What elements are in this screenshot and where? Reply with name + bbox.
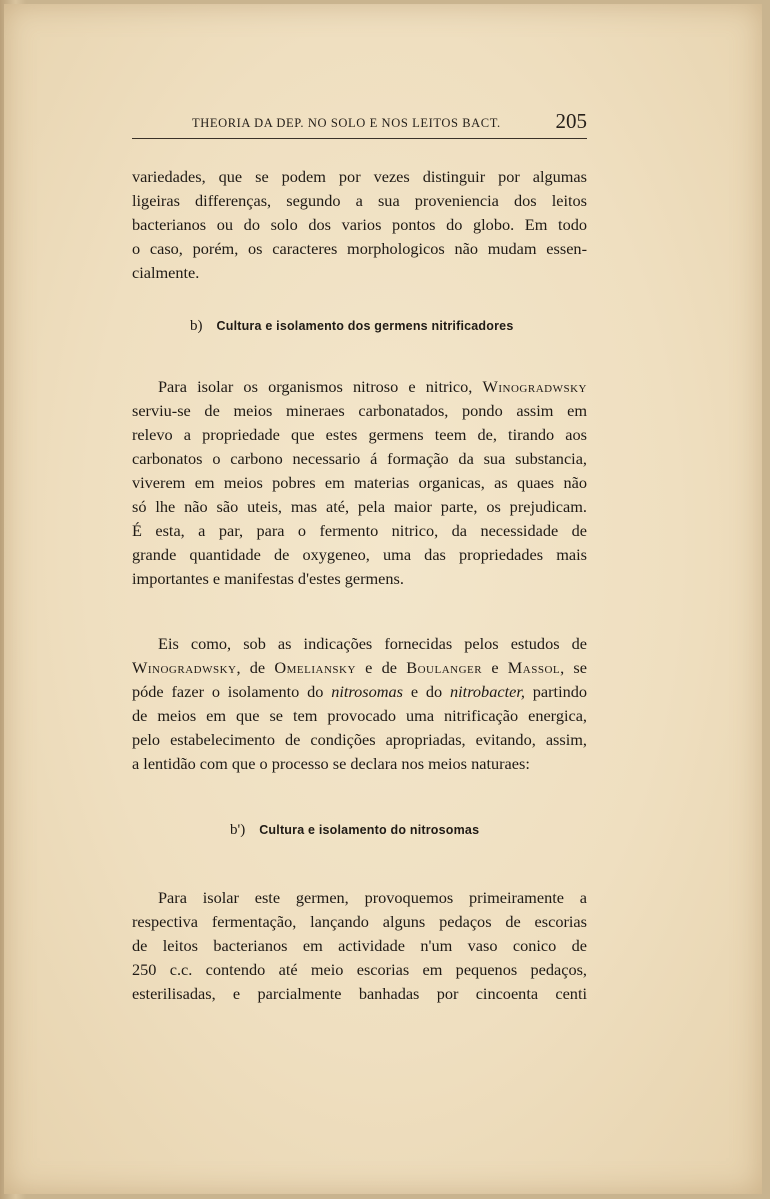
text-line: de meios em que se tem provocado uma nitrificação energica, — [132, 706, 587, 725]
text-line: grande quantidade de oxygeneo, uma das propriedades mais — [132, 545, 587, 564]
running-title: THEORIA DA DEP. NO SOLO E NOS LEITOS BACT. — [192, 116, 501, 130]
paragraph-1 — [132, 165, 587, 285]
section-marker: b') — [230, 822, 246, 838]
text-run: , se — [560, 658, 587, 677]
text-line: de leitos bacterianos em actividade n'um vaso conico de — [132, 936, 587, 955]
text-line — [132, 375, 587, 399]
text-line: bacterianos ou do solo dos varios pontos do globo. Em todo — [132, 215, 587, 234]
text-line: Para isolar este germen, provoquemos primeiramente a — [158, 888, 587, 907]
italic-term: nitrosomas — [331, 682, 403, 701]
text-line — [132, 656, 587, 680]
text-line: relevo a propriedade que estes germens teem de, tirando aos — [132, 425, 587, 444]
text-run: e de — [355, 658, 407, 677]
text-run: e — [482, 658, 508, 677]
section-title: Cultura e isolamento do nitrosomas — [259, 823, 480, 837]
paragraph-4 — [132, 886, 587, 1006]
text-line: Eis como, sob as indicações fornecidas pelos estudos de — [158, 634, 587, 653]
paragraph-3 — [132, 632, 587, 776]
text-line: o caso, porém, os caracteres morphologicos não mudam essen- — [132, 239, 587, 258]
italic-term: nitrobacter, — [450, 682, 525, 701]
text-run: e do — [402, 682, 450, 701]
text-line: viverem em meios pobres em materias organicas, as quaes não — [132, 473, 587, 492]
text-line: só lhe não são uteis, mas até, pela maior parte, os prejudicam. — [132, 497, 587, 516]
text-run: Para isolar os organismos nitroso e nitrico, — [158, 377, 483, 396]
section-heading-b-prime — [230, 822, 685, 839]
text-line: importantes e manifestas d'estes germens. — [132, 569, 404, 588]
running-header — [132, 108, 587, 139]
section-marker: b) — [190, 318, 203, 334]
text-line: variedades, que se podem por vezes distinguir por algumas — [132, 167, 587, 186]
text-line: cialmente. — [132, 263, 200, 282]
author-name: Massol — [507, 658, 561, 677]
text-run: póde fazer o isolamento do — [132, 682, 332, 701]
text-line: 250 c.c. contendo até meio escorias em pequenos pedaços, — [132, 960, 587, 979]
text-line: a lentidão com que o processo se declara nos meios naturaes: — [132, 754, 530, 773]
text-line: ligeiras differenças, segundo a sua proveniencia dos leitos — [132, 191, 587, 210]
text-line: É esta, a par, para o fermento nitrico, da necessidade de — [132, 521, 587, 540]
text-run: , de — [236, 658, 275, 677]
page-number: 205 — [555, 109, 587, 133]
section-heading-b — [190, 318, 645, 335]
author-name: Omeliansky — [274, 658, 356, 677]
author-name: Winogradwsky — [132, 658, 237, 677]
paragraph-2 — [132, 375, 587, 591]
text-line: serviu-se de meios mineraes carbonatados, pondo assim em — [132, 401, 587, 420]
text-line — [132, 680, 587, 704]
text-line: pelo estabelecimento de condições apropriadas, evitando, assim, — [132, 730, 587, 749]
text-line: esterilisadas, e parcialmente banhadas por cincoenta centi — [132, 984, 587, 1003]
section-title: Cultura e isolamento dos germens nitrificadores — [216, 319, 514, 333]
text-line: respectiva fermentação, lançando alguns pedaços de escorias — [132, 912, 587, 931]
text-line: carbonatos o carbono necessario á formação da sua substancia, — [132, 449, 587, 468]
author-name: Winogradwsky — [482, 377, 587, 396]
author-name: Boulanger — [406, 658, 483, 677]
text-run: partindo — [524, 682, 588, 701]
